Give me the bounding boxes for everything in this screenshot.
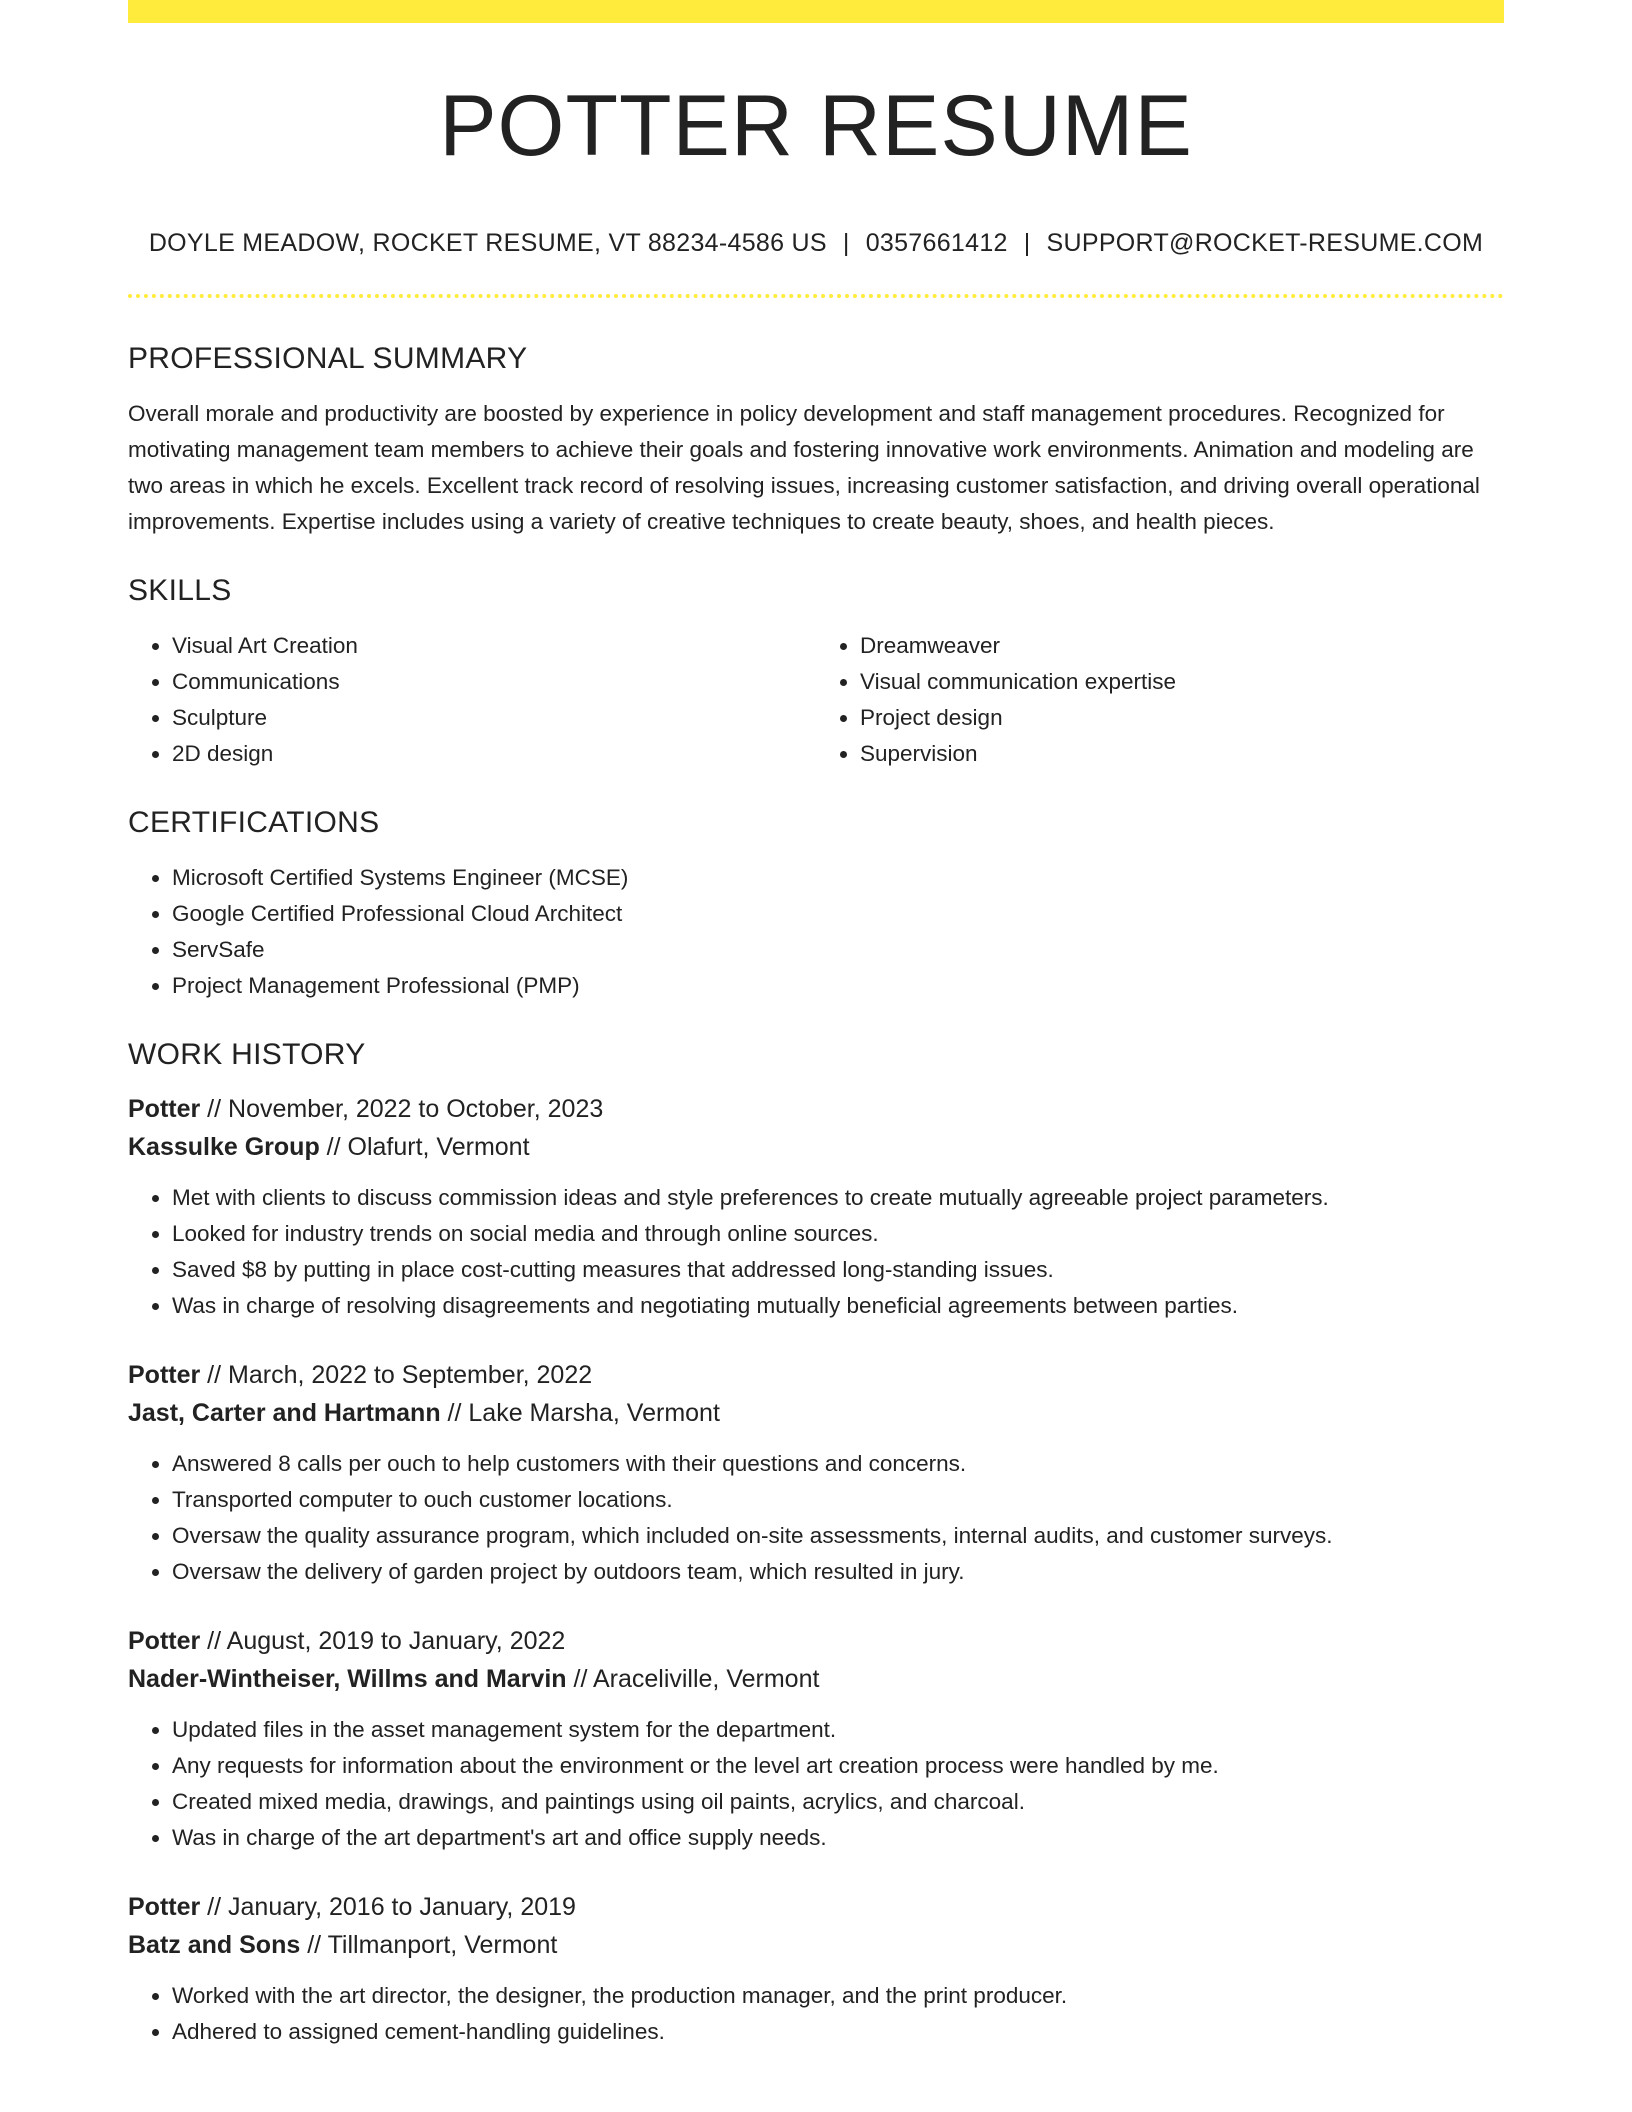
job-bullet: • Transported computer to ouch customer locations. xyxy=(172,1482,1504,1518)
job-company: Kassulke Group xyxy=(128,1133,320,1161)
job-title: Potter xyxy=(128,1095,201,1123)
job-location: // Tillmanport, Vermont xyxy=(300,1931,558,1959)
summary-text: Overall morale and productivity are boosted by experience in policy development and staff management procedures. Recognized for motivating management team members to achieve their goals and fostering innovative work environments. Animation and modeling are two areas in which he excels. Excellent track record of resolving issues, increasing customer satisfaction, and driving overall operational improvements. Expertise includes using a variety of creative techniques to create beauty, shoes, and health pieces. xyxy=(128,401,1480,534)
job-bullet: • Looked for industry trends on social media and through online sources. xyxy=(172,1216,1504,1252)
certification-item: • ServSafe xyxy=(172,932,1504,968)
contact-line xyxy=(128,231,1504,256)
job-bullet: • Met with clients to discuss commission ideas and style preferences to create mutually agreeable project parameters. xyxy=(172,1180,1504,1216)
skills-list xyxy=(128,628,1504,772)
certification-item: • Google Certified Professional Cloud Architect xyxy=(172,896,1504,932)
job-title-line xyxy=(128,1356,1504,1394)
job-bullet: • Was in charge of the art department's art and office supply needs. xyxy=(172,1820,1504,1856)
job-title-line xyxy=(128,1622,1504,1660)
job-dates: // November, 2022 to October, 2023 xyxy=(200,1095,604,1123)
job-bullet: • Oversaw the quality assurance program, which included on-site assessments, internal audits, and customer surveys. xyxy=(172,1518,1504,1554)
job-bullet: • Any requests for information about the environment or the level art creation process were handled by me. xyxy=(172,1748,1504,1784)
job-entry xyxy=(128,1356,1504,1590)
contact-separator: | xyxy=(842,229,850,257)
job-bullets xyxy=(128,1446,1504,1590)
skill-item: • Communications xyxy=(172,664,816,700)
skill-item: • Project design xyxy=(860,700,1504,736)
resume-page xyxy=(128,0,1504,2050)
header-divider xyxy=(128,294,1504,298)
job-bullet: • Adhered to assigned cement-handling guidelines. xyxy=(172,2014,1504,2050)
skill-item: • 2D design xyxy=(172,736,816,772)
job-dates: // August, 2019 to January, 2022 xyxy=(200,1627,566,1655)
job-dates: // March, 2022 to September, 2022 xyxy=(200,1361,593,1389)
job-company-line xyxy=(128,1394,1504,1432)
job-bullet: • Oversaw the delivery of garden project by outdoors team, which resulted in jury. xyxy=(172,1554,1504,1590)
skill-item: • Visual Art Creation xyxy=(172,628,816,664)
skill-item: • Dreamweaver xyxy=(860,628,1504,664)
job-title-line xyxy=(128,1888,1504,1926)
certification-item: • Project Management Professional (PMP) xyxy=(172,968,1504,1004)
accent-bar xyxy=(128,0,1504,23)
job-bullet: • Updated files in the asset management system for the department. xyxy=(172,1712,1504,1748)
certification-item: • Microsoft Certified Systems Engineer (MCSE) xyxy=(172,860,1504,896)
contact-email[interactable]: SUPPORT@ROCKET-RESUME.COM xyxy=(1046,229,1484,257)
skills-column-left xyxy=(128,628,816,772)
summary-heading: PROFESSIONAL SUMMARY xyxy=(128,342,528,375)
skills-column-right xyxy=(816,628,1504,772)
skill-item: • Visual communication expertise xyxy=(860,664,1504,700)
job-company: Jast, Carter and Hartmann xyxy=(128,1399,441,1427)
job-bullet: • Created mixed media, drawings, and paintings using oil paints, acrylics, and charcoal. xyxy=(172,1784,1504,1820)
job-dates: // January, 2016 to January, 2019 xyxy=(200,1893,576,1921)
certifications-heading: CERTIFICATIONS xyxy=(128,806,380,839)
skill-item: • Sculpture xyxy=(172,700,816,736)
job-bullets xyxy=(128,1180,1504,1324)
job-bullets xyxy=(128,1712,1504,1856)
work-history-heading: WORK HISTORY xyxy=(128,1038,366,1071)
job-company: Batz and Sons xyxy=(128,1931,301,1959)
job-company-line xyxy=(128,1926,1504,1964)
job-entry xyxy=(128,1888,1504,2050)
job-title: Potter xyxy=(128,1627,201,1655)
job-entry xyxy=(128,1090,1504,1324)
job-bullet: • Answered 8 calls per ouch to help customers with their questions and concerns. xyxy=(172,1446,1504,1482)
contact-address: DOYLE MEADOW, ROCKET RESUME, VT 88234-4586 US xyxy=(148,229,827,257)
resume-title: POTTER RESUME xyxy=(439,78,1193,174)
job-company: Nader-Wintheiser, Willms and Marvin xyxy=(128,1665,567,1693)
job-title: Potter xyxy=(128,1893,201,1921)
job-location: // Lake Marsha, Vermont xyxy=(440,1399,720,1427)
job-bullet: • Was in charge of resolving disagreements and negotiating mutually beneficial agreements between parties. xyxy=(172,1288,1504,1324)
contact-phone: 0357661412 xyxy=(865,229,1008,257)
job-bullet: • Worked with the art director, the designer, the production manager, and the print producer. xyxy=(172,1978,1504,2014)
job-entry xyxy=(128,1622,1504,1856)
skill-item: • Supervision xyxy=(860,736,1504,772)
certifications-list xyxy=(128,860,1504,1004)
contact-separator: | xyxy=(1023,229,1031,257)
job-location: // Olafurt, Vermont xyxy=(319,1133,530,1161)
job-company-line xyxy=(128,1660,1504,1698)
job-company-line xyxy=(128,1128,1504,1166)
job-location: // Araceliville, Vermont xyxy=(566,1665,820,1693)
job-bullets xyxy=(128,1978,1504,2050)
job-title-line xyxy=(128,1090,1504,1128)
job-title: Potter xyxy=(128,1361,201,1389)
job-bullet: • Saved $8 by putting in place cost-cutting measures that addressed long-standing issues. xyxy=(172,1252,1504,1288)
skills-heading: SKILLS xyxy=(128,574,232,607)
